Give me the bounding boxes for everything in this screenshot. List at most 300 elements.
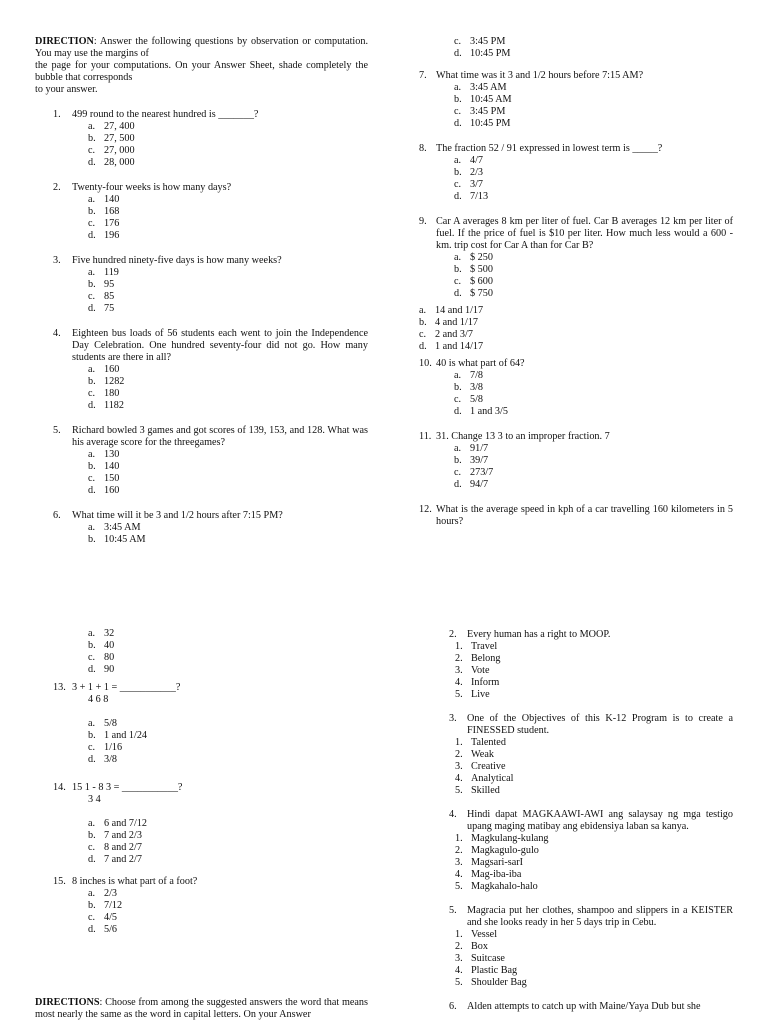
answer-option <box>455 929 733 941</box>
answer-option <box>454 443 733 455</box>
answer-option <box>88 730 368 742</box>
option-letter: d. <box>454 48 462 59</box>
question-text: What time was it 3 and 1/2 hours before 7:15 AM? <box>436 70 644 81</box>
left-question-list <box>53 109 368 546</box>
question-13 <box>53 682 368 766</box>
directions-label: DIRECTIONS <box>35 997 100 1008</box>
option-text: 40 <box>104 640 115 651</box>
option-letter: 2. <box>455 941 463 952</box>
option-letter: a. <box>419 305 427 316</box>
question-options <box>88 718 368 766</box>
option-text: 150 <box>104 473 120 484</box>
option-letter: c. <box>88 291 96 302</box>
answer-option <box>88 664 368 676</box>
answer-option <box>419 329 733 341</box>
option-text: 140 <box>104 461 120 472</box>
answer-option <box>455 785 733 797</box>
option-letter: c. <box>454 276 462 287</box>
right-question-list <box>419 70 733 300</box>
answer-option <box>88 303 368 315</box>
answer-option <box>454 252 733 264</box>
option-letter: c. <box>419 329 427 340</box>
answer-option <box>88 640 368 652</box>
question-5 <box>53 425 368 497</box>
answer-option <box>454 118 733 130</box>
option-text: 90 <box>104 664 115 675</box>
direction-line3: to your answer. <box>35 84 98 95</box>
question-number: 6. <box>449 1001 457 1012</box>
option-text: 8 and 2/7 <box>104 842 142 853</box>
option-text: Belong <box>471 653 501 664</box>
direction-block <box>35 36 368 96</box>
answer-option <box>455 653 733 665</box>
option-text: 3/8 <box>470 382 484 393</box>
answer-option <box>88 888 368 900</box>
question-options <box>88 364 368 412</box>
option-text: Shoulder Bag <box>471 977 527 988</box>
option-letter: a. <box>88 818 96 829</box>
question-number: 9. <box>419 216 427 227</box>
question-10 <box>419 358 733 418</box>
option-text: 1 and 3/5 <box>470 406 508 417</box>
option-letter: c. <box>88 388 96 399</box>
option-text: 3:45 PM <box>470 106 506 117</box>
question-number: 4. <box>53 328 61 339</box>
question-text: Magracia put her clothes, shampoo and slippers in a KEISTER and she looks ready in her 5 days trip in Cebu. <box>467 905 733 928</box>
option-text: $ 600 <box>470 276 493 287</box>
answer-option <box>455 881 733 893</box>
option-text: 160 <box>104 485 120 496</box>
question-text: 8 inches is what part of a foot? <box>72 876 198 887</box>
option-letter: c. <box>88 145 96 156</box>
question-5 <box>449 905 733 989</box>
question-number: 7. <box>419 70 427 81</box>
question-options <box>454 252 733 300</box>
answer-option <box>454 467 733 479</box>
option-letter: c. <box>454 36 462 47</box>
option-letter: b. <box>88 206 96 217</box>
option-text: 27, 400 <box>104 121 135 132</box>
question-options <box>454 155 733 203</box>
question-text: 31. Change 13 3 to an improper fraction. 7 <box>436 431 610 442</box>
option-text: 85 <box>104 291 115 302</box>
option-text: 95 <box>104 279 115 290</box>
option-text: 6 and 7/12 <box>104 818 148 829</box>
question-15 <box>53 876 368 936</box>
option-letter: c. <box>454 394 462 405</box>
answer-option <box>88 376 368 388</box>
option-letter: 4. <box>455 677 463 688</box>
question-number: 15. <box>53 876 66 887</box>
option-letter: c. <box>88 218 96 229</box>
option-text: Vote <box>471 665 490 676</box>
option-letter: 5. <box>455 785 463 796</box>
question-4 <box>449 809 733 893</box>
option-text: $ 500 <box>470 264 493 275</box>
question-2 <box>53 182 368 242</box>
option-letter: d. <box>454 118 462 129</box>
option-text: 4 and 1/17 <box>435 317 479 328</box>
answer-option <box>454 382 733 394</box>
answer-option <box>88 912 368 924</box>
option-letter: d. <box>88 400 96 411</box>
question-options <box>88 888 368 936</box>
option-text: 5/8 <box>470 394 484 405</box>
top-left-column <box>35 36 368 546</box>
option-letter: a. <box>454 155 462 166</box>
answer-option <box>455 941 733 953</box>
answer-option <box>454 82 733 94</box>
option-letter: d. <box>88 924 96 935</box>
option-text: 7/13 <box>470 191 489 202</box>
question-options <box>88 267 368 315</box>
answer-option <box>88 206 368 218</box>
option-letter: 3. <box>455 761 463 772</box>
option-text: 10:45 AM <box>104 534 146 545</box>
option-text: 2 and 3/7 <box>435 329 473 340</box>
option-letter: 1. <box>455 641 463 652</box>
option-letter: a. <box>88 522 96 533</box>
option-text: 14 and 1/17 <box>435 305 484 316</box>
question-7 <box>419 70 733 130</box>
option-text: 3:45 PM <box>470 36 506 47</box>
answer-option <box>455 953 733 965</box>
option-text: 10:45 PM <box>470 118 511 129</box>
question-options <box>455 737 733 797</box>
directions-block <box>35 997 368 1021</box>
answer-option <box>455 689 733 701</box>
answer-option <box>419 341 733 353</box>
option-text: 5/8 <box>104 718 118 729</box>
question-number: 5. <box>449 905 457 916</box>
question-number: 3. <box>53 255 61 266</box>
answer-option <box>88 830 368 842</box>
option-text: 32 <box>104 628 115 639</box>
answer-option <box>419 305 733 317</box>
option-text: Box <box>471 941 488 952</box>
question-text: Car A averages 8 km per liter of fuel. Car B averages 12 km per liter of fuel. If the price of fuel is $10 per liter. How much less would a 600 - km. trip cost for Car A than for Car B? <box>436 216 733 251</box>
option-letter: d. <box>454 406 462 417</box>
question-options <box>88 449 368 497</box>
option-letter: d. <box>88 754 96 765</box>
option-text: Talented <box>471 737 506 748</box>
option-text: 2/3 <box>104 888 118 899</box>
option-text: 7/8 <box>470 370 484 381</box>
question-text: Every human has a right to MOOP. <box>467 629 611 640</box>
question-options <box>88 194 368 242</box>
option-letter: b. <box>88 279 96 290</box>
option-text: $ 250 <box>470 252 493 263</box>
right-question-list-2 <box>419 358 733 528</box>
question-text: Twenty-four weeks is how many days? <box>72 182 232 193</box>
question-6 <box>449 1001 733 1013</box>
answer-option <box>88 218 368 230</box>
question-text: Five hundred ninety-five days is how many weeks? <box>72 255 282 266</box>
option-text: 3:45 AM <box>470 82 507 93</box>
option-letter: a. <box>88 194 96 205</box>
question-number: 2. <box>53 182 61 193</box>
answer-option <box>455 749 733 761</box>
question-number: 3. <box>449 713 457 724</box>
option-text: Travel <box>471 641 498 652</box>
bottom-left-column <box>53 628 368 936</box>
option-text: 4/7 <box>470 155 484 166</box>
option-text: 3:45 AM <box>104 522 141 533</box>
option-letter: 2. <box>455 653 463 664</box>
answer-option <box>455 737 733 749</box>
option-letter: 3. <box>455 953 463 964</box>
question-text: 3 + 1 + 1 = ___________? <box>72 682 181 693</box>
option-text: 1282 <box>104 376 125 387</box>
answer-option <box>88 754 368 766</box>
option-text: 5/6 <box>104 924 118 935</box>
answer-option <box>455 833 733 845</box>
answer-option <box>454 191 733 203</box>
option-text: Magsari-sarI <box>471 857 524 868</box>
question-11 <box>419 431 733 491</box>
option-letter: b. <box>454 264 462 275</box>
option-letter: a. <box>88 628 96 639</box>
option-letter: d. <box>88 303 96 314</box>
option-letter: a. <box>454 443 462 454</box>
direction-label: DIRECTION <box>35 36 94 47</box>
answer-option <box>455 965 733 977</box>
fraction-denominators: 4 6 8 <box>88 694 109 705</box>
answer-option <box>454 264 733 276</box>
option-letter: c. <box>88 842 96 853</box>
question-14 <box>53 782 368 866</box>
question-text: One of the Objectives of this K-12 Program is to create a FINESSED student. <box>467 713 733 736</box>
answer-option <box>454 455 733 467</box>
option-letter: c. <box>454 467 462 478</box>
answer-option <box>88 842 368 854</box>
question-text: What is the average speed in kph of a car travelling 160 kilometers in 5 hours? <box>436 504 733 527</box>
option-text: 130 <box>104 449 120 460</box>
answer-option <box>88 742 368 754</box>
answer-option <box>455 869 733 881</box>
question-options <box>454 370 733 418</box>
option-text: 3/8 <box>104 754 118 765</box>
question-number: 5. <box>53 425 61 436</box>
option-letter: b. <box>88 133 96 144</box>
answer-option <box>88 364 368 376</box>
question-number: 14. <box>53 782 66 793</box>
answer-option <box>88 818 368 830</box>
option-letter: b. <box>88 376 96 387</box>
option-letter: a. <box>88 449 96 460</box>
answer-option <box>88 924 368 936</box>
option-letter: a. <box>88 718 96 729</box>
answer-option <box>455 677 733 689</box>
option-text: 3/7 <box>470 179 484 190</box>
answer-option <box>88 628 368 640</box>
continued-options <box>454 36 733 60</box>
question-text: Richard bowled 3 games and got scores of 139, 153, and 128. What was his average score for the threegames? <box>72 425 368 448</box>
question-number: 1. <box>53 109 61 120</box>
option-letter: 2. <box>455 749 463 760</box>
answer-option <box>88 279 368 291</box>
answer-option <box>88 157 368 169</box>
question-4 <box>53 328 368 412</box>
option-text: 140 <box>104 194 120 205</box>
option-text: 119 <box>104 267 119 278</box>
option-letter: a. <box>88 888 96 899</box>
question-2 <box>449 629 733 701</box>
option-text: 176 <box>104 218 120 229</box>
answer-option <box>88 461 368 473</box>
option-text: 168 <box>104 206 120 217</box>
vocabulary-question-list <box>449 629 733 1013</box>
option-text: 7 and 2/7 <box>104 854 142 865</box>
question-6 <box>53 510 368 546</box>
answer-option <box>88 473 368 485</box>
answer-option <box>455 761 733 773</box>
option-text: Vessel <box>471 929 498 940</box>
question-number: 13. <box>53 682 66 693</box>
answer-option <box>455 773 733 785</box>
option-text: 7/12 <box>104 900 123 911</box>
answer-option <box>88 121 368 133</box>
option-letter: 3. <box>455 857 463 868</box>
option-letter: a. <box>88 121 96 132</box>
question-1 <box>53 109 368 169</box>
loose-options <box>419 305 733 353</box>
answer-option <box>454 276 733 288</box>
option-text: 1 and 14/17 <box>435 341 484 352</box>
option-letter: c. <box>88 652 96 663</box>
option-text: Creative <box>471 761 506 772</box>
option-text: 160 <box>104 364 120 375</box>
option-letter: a. <box>454 82 462 93</box>
option-text: Skilled <box>471 785 500 796</box>
option-text: 273/7 <box>470 467 494 478</box>
direction-line2: the page for your computations. On your Answer Sheet, shade completely the bubble that corresponds <box>35 60 368 83</box>
question-number: 6. <box>53 510 61 521</box>
option-text: 1182 <box>104 400 124 411</box>
question-number: 11. <box>419 431 432 442</box>
question-options <box>88 818 368 866</box>
option-text: Weak <box>471 749 494 760</box>
option-letter: 5. <box>455 977 463 988</box>
question-number: 8. <box>419 143 427 154</box>
option-letter: d. <box>419 341 427 352</box>
question-text: The fraction 52 / 91 expressed in lowest term is _____? <box>436 143 663 154</box>
option-letter: a. <box>88 364 96 375</box>
answer-option <box>455 845 733 857</box>
option-letter: b. <box>88 534 96 545</box>
answer-option <box>88 449 368 461</box>
option-text: 1/16 <box>104 742 123 753</box>
option-letter: 5. <box>455 881 463 892</box>
option-letter: b. <box>454 382 462 393</box>
option-letter: 1. <box>455 929 463 940</box>
answer-option <box>454 167 733 179</box>
option-letter: b. <box>88 730 96 741</box>
option-letter: d. <box>454 479 462 490</box>
question-text: 499 round to the nearest hundred is _______? <box>72 109 259 120</box>
option-letter: d. <box>454 191 462 202</box>
option-text: Inform <box>471 677 500 688</box>
answer-option <box>88 534 368 546</box>
option-letter: d. <box>88 854 96 865</box>
question-number: 10. <box>419 358 432 369</box>
answer-option <box>454 94 733 106</box>
question-options <box>88 522 368 546</box>
question-number: 12. <box>419 504 432 515</box>
option-text: Plastic Bag <box>471 965 518 976</box>
question-12 <box>419 504 733 528</box>
question-number: 4. <box>449 809 457 820</box>
question-options <box>88 121 368 169</box>
option-letter: b. <box>454 455 462 466</box>
option-letter: b. <box>88 640 96 651</box>
answer-option <box>454 406 733 418</box>
answer-option <box>454 36 733 48</box>
option-text: 39/7 <box>470 455 489 466</box>
option-letter: 2. <box>455 845 463 856</box>
answer-option <box>454 288 733 300</box>
answer-option <box>88 485 368 497</box>
answer-option <box>88 194 368 206</box>
question-12-options <box>88 628 368 676</box>
question-options <box>455 929 733 989</box>
option-text: 196 <box>104 230 120 241</box>
option-letter: c. <box>88 912 96 923</box>
bottom-right-column <box>449 629 733 1013</box>
option-text: 10:45 PM <box>470 48 511 59</box>
question-text: 15 1 - 8 3 = ___________? <box>72 782 183 793</box>
option-letter: d. <box>88 485 96 496</box>
directions-text: : Choose from among the suggested answers the word that means most nearly the same as the word in capital letters. On your Answer <box>35 997 368 1020</box>
answer-option <box>88 291 368 303</box>
option-letter: d. <box>454 288 462 299</box>
option-text: Analytical <box>471 773 514 784</box>
option-text: $ 750 <box>470 288 493 299</box>
question-9 <box>419 216 733 300</box>
answer-option <box>88 267 368 279</box>
answer-option <box>419 317 733 329</box>
option-text: 2/3 <box>470 167 484 178</box>
question-options <box>454 82 733 130</box>
answer-option <box>454 106 733 118</box>
option-text: 94/7 <box>470 479 489 490</box>
answer-option <box>454 394 733 406</box>
option-letter: b. <box>419 317 427 328</box>
question-options <box>454 443 733 491</box>
answer-option <box>88 400 368 412</box>
answer-option <box>88 133 368 145</box>
option-letter: a. <box>88 267 96 278</box>
answer-option <box>454 48 733 60</box>
option-letter: a. <box>454 370 462 381</box>
question-text: 40 is what part of 64? <box>436 358 525 369</box>
direction-text: : Answer the following questions by observation or computation. You may use the margins of <box>35 36 368 59</box>
option-letter: 3. <box>455 665 463 676</box>
option-text: Magkulang-kulang <box>471 833 549 844</box>
answer-option <box>455 641 733 653</box>
question-text: Alden attempts to catch up with Maine/Yaya Dub but she <box>467 1001 701 1012</box>
option-text: 4/5 <box>104 912 118 923</box>
option-text: Magkahalo-halo <box>471 881 538 892</box>
question-text: Eighteen bus loads of 56 students each went to join the Independence Day Celebration. One hundred seventy-four did not go. How many students are there in all? <box>72 328 368 363</box>
option-letter: d. <box>88 157 96 168</box>
option-letter: a. <box>454 252 462 263</box>
option-letter: 4. <box>455 773 463 784</box>
answer-option <box>455 857 733 869</box>
answer-option <box>455 977 733 989</box>
answer-option <box>454 155 733 167</box>
answer-option <box>88 900 368 912</box>
